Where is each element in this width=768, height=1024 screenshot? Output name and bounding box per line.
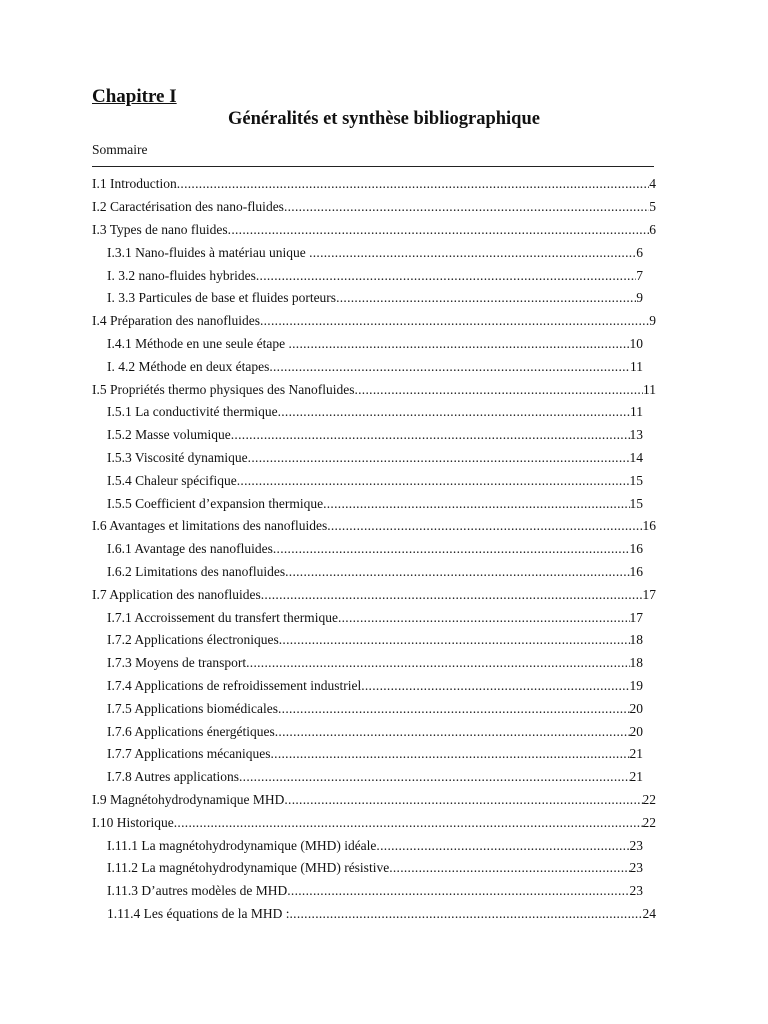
dot-leader: [260, 313, 649, 329]
toc-page-number: 15: [629, 472, 643, 488]
sommaire-label: Sommaire: [92, 142, 148, 157]
toc-entry-label: I.10 Historique: [92, 814, 174, 830]
toc-page-number: 21: [629, 769, 643, 785]
toc-page-number: 16: [629, 563, 643, 579]
dot-leader: [289, 906, 642, 922]
toc-entry[interactable]: [92, 720, 656, 743]
dot-leader: [237, 473, 630, 489]
toc-page-number: 23: [629, 860, 643, 876]
dot-leader: [239, 769, 630, 785]
toc-entry[interactable]: [92, 606, 656, 629]
toc-entry-label: I.7.7 Applications mécaniques: [107, 746, 271, 762]
chapter-heading: Chapitre I: [92, 86, 177, 107]
dot-leader: [273, 541, 630, 557]
dot-leader: [389, 860, 629, 876]
toc-entry[interactable]: [92, 652, 656, 675]
toc-entry[interactable]: [92, 310, 656, 333]
toc-entry-label: I.5.4 Chaleur spécifique: [107, 472, 237, 488]
toc-entry-label: I.5.5 Coefficient d’expansion thermique: [107, 495, 324, 511]
dot-leader: [174, 815, 643, 831]
toc-page-number: 22: [642, 791, 656, 807]
dot-leader: [323, 496, 629, 512]
toc-page-number: 20: [629, 700, 643, 716]
toc-entry-label: I.4.1 Méthode en une seule étape: [107, 335, 289, 351]
dot-leader: [361, 678, 629, 694]
toc-entry-label: I.7 Application des nanofluides: [92, 586, 261, 602]
toc-entry[interactable]: [92, 264, 656, 287]
toc-entry-label: I. 3.2 nano-fluides hybrides: [107, 267, 256, 283]
toc-entry-label: 1.11.4 Les équations de la MHD :: [107, 905, 290, 921]
dot-leader: [256, 268, 636, 284]
toc-page-number: 9: [636, 290, 643, 306]
toc-page-number: 14: [629, 449, 643, 465]
dot-leader: [177, 176, 650, 192]
toc-entry-label: I.6 Avantages et limitations des nanofluides: [92, 518, 328, 534]
dot-leader: [278, 404, 630, 420]
toc-entry[interactable]: [92, 743, 656, 766]
dot-leader: [285, 564, 629, 580]
toc-entry[interactable]: [92, 219, 656, 242]
toc-entry-label: I.9 Magnétohydrodynamique MHD: [92, 791, 285, 807]
dot-leader: [309, 245, 636, 261]
toc-entry[interactable]: [92, 401, 656, 424]
toc-entry-label: I.7.6 Applications énergétiques: [107, 723, 275, 739]
toc-entry-label: I.5.3 Viscosité dynamique: [107, 449, 248, 465]
chapter-title: Généralités et synthèse bibliographique: [228, 109, 540, 129]
toc-entry[interactable]: [92, 173, 656, 196]
dot-leader: [279, 632, 630, 648]
toc-entry[interactable]: [92, 287, 656, 310]
toc-page-number: 6: [649, 221, 656, 237]
toc-page-number: 18: [629, 632, 643, 648]
toc-entry-label: I. 3.3 Particules de base et fluides porteurs: [107, 290, 337, 306]
toc-entry[interactable]: [92, 789, 656, 812]
toc-page-number: 23: [629, 837, 643, 853]
toc-entry-label: I.7.4 Applications de refroidissement industriel: [107, 677, 362, 693]
dot-leader: [278, 701, 630, 717]
toc-entry-label: I.5 Propriétés thermo physiques des Nanofluides: [92, 381, 355, 397]
toc-entry-label: I.7.3 Moyens de transport: [107, 655, 247, 671]
toc-page-number: 9: [649, 313, 656, 329]
dot-leader: [287, 883, 629, 899]
toc-entry[interactable]: [92, 538, 656, 561]
toc-entry-label: I.11.1 La magnétohydrodynamique (MHD) idéale: [107, 837, 377, 853]
toc-entry-label: I.6.1 Avantage des nanofluides: [107, 541, 273, 557]
dot-leader: [270, 746, 629, 762]
dot-leader: [275, 724, 630, 740]
toc-page-number: 18: [629, 655, 643, 671]
toc-entry[interactable]: [92, 424, 656, 447]
toc-entry[interactable]: [92, 903, 656, 926]
toc-entry-label: I.4 Préparation des nanofluides: [92, 313, 260, 329]
dot-leader: [261, 587, 643, 603]
toc-page-number: 10: [629, 335, 643, 351]
toc-entry-label: I.11.2 La magnétohydrodynamique (MHD) résistive: [107, 860, 390, 876]
toc-entry[interactable]: [92, 492, 656, 515]
toc-entry-label: I.7.5 Applications biomédicales: [107, 700, 278, 716]
toc-entry-label: I.6.2 Limitations des nanofluides: [107, 563, 286, 579]
toc-page-number: 6: [636, 244, 643, 260]
toc-page-number: 16: [642, 518, 656, 534]
toc-entry-label: I.3.1 Nano-fluides à matériau unique: [107, 244, 310, 260]
toc-entry[interactable]: [92, 766, 656, 789]
toc-entry[interactable]: [92, 469, 656, 492]
toc-page-number: 13: [629, 427, 643, 443]
toc-entry[interactable]: [92, 834, 656, 857]
toc-entry[interactable]: [92, 447, 656, 470]
toc-page-number: 16: [629, 541, 643, 557]
toc-entry[interactable]: [92, 629, 656, 652]
toc-page-number: 24: [642, 905, 656, 921]
toc-entry-label: I.2 Caractérisation des nano-fluides: [92, 199, 284, 215]
toc-page-number: 11: [643, 381, 656, 397]
toc-page-number: 23: [629, 883, 643, 899]
toc-entry-label: I.5.2 Masse volumique: [107, 427, 231, 443]
dot-leader: [284, 792, 642, 808]
toc-page-number: 15: [629, 495, 643, 511]
toc-page-number: 11: [630, 404, 643, 420]
toc-entry-label: I.5.1 La conductivité thermique: [107, 404, 278, 420]
toc-page-number: 7: [636, 267, 643, 283]
divider-line: [92, 166, 654, 167]
toc-entry[interactable]: [92, 583, 656, 606]
table-of-contents: [92, 173, 656, 925]
toc-entry[interactable]: [92, 880, 656, 903]
toc-entry[interactable]: [92, 675, 656, 698]
toc-entry[interactable]: [92, 515, 656, 538]
toc-page-number: 5: [649, 199, 656, 215]
dot-leader: [336, 290, 636, 306]
dot-leader: [338, 610, 630, 626]
toc-entry-label: I.3 Types de nano fluides: [92, 221, 228, 237]
toc-page-number: 20: [629, 723, 643, 739]
dot-leader: [231, 427, 630, 443]
toc-entry[interactable]: [92, 811, 656, 834]
toc-entry[interactable]: [92, 697, 656, 720]
toc-entry-label: I.7.2 Applications électroniques: [107, 632, 279, 648]
dot-leader: [248, 450, 630, 466]
toc-page-number: 11: [630, 358, 643, 374]
dot-leader: [376, 838, 629, 854]
toc-entry-label: I.7.1 Accroissement du transfert thermique: [107, 609, 338, 625]
toc-page-number: 17: [629, 609, 643, 625]
toc-entry[interactable]: [92, 378, 656, 401]
toc-page-number: 22: [642, 814, 656, 830]
dot-leader: [354, 382, 643, 398]
toc-entry[interactable]: [92, 355, 656, 378]
toc-entry[interactable]: [92, 333, 656, 356]
toc-entry-label: I.7.8 Autres applications: [107, 769, 239, 785]
dot-leader: [228, 222, 650, 238]
toc-entry-label: I.11.3 D’autres modèles de MHD: [107, 883, 288, 899]
toc-entry-label: I.1 Introduction: [92, 176, 177, 192]
dot-leader: [288, 336, 629, 352]
toc-page-number: 4: [649, 176, 656, 192]
toc-entry-label: I. 4.2 Méthode en deux étapes: [107, 358, 270, 374]
toc-entry[interactable]: [92, 561, 656, 584]
toc-entry[interactable]: [92, 857, 656, 880]
toc-page-number: 19: [629, 677, 643, 693]
dot-leader: [269, 359, 630, 375]
dot-leader: [284, 199, 649, 215]
toc-page-number: 17: [642, 586, 656, 602]
toc-entry[interactable]: [92, 241, 656, 264]
dot-leader: [246, 655, 629, 671]
toc-page-number: 21: [629, 746, 643, 762]
toc-entry[interactable]: [92, 196, 656, 219]
dot-leader: [327, 518, 642, 534]
